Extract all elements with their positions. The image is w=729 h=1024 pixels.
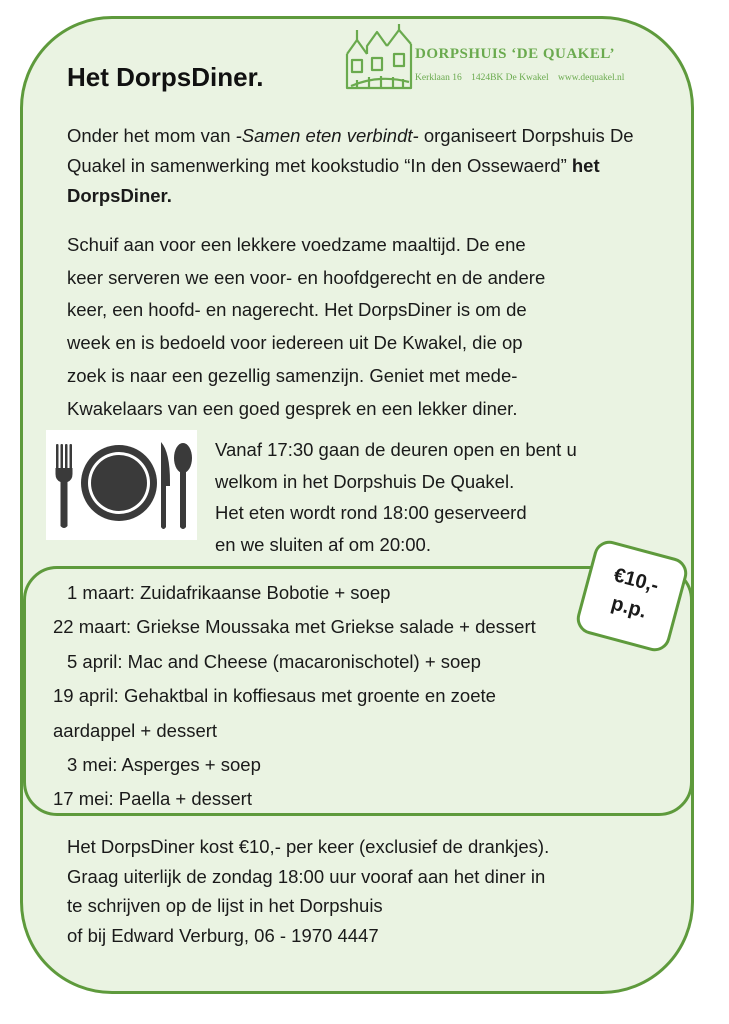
plate-cutlery-icon	[46, 430, 197, 540]
description-line: keer, een hoofd- en nagerecht. Het DorpsDiner is om de	[67, 299, 527, 321]
intro-bold: het DorpsDiner.	[67, 155, 600, 206]
logo-address	[415, 73, 631, 83]
footer-line: te schrijven op de lijst in het Dorpshuis	[67, 895, 383, 916]
price-unit: p.p.	[608, 592, 649, 623]
times-line: en we sluiten af om 20:00.	[215, 533, 431, 555]
description-line: zoek is naar een gezellig samenzijn. Geniet met mede-	[67, 364, 518, 386]
logo-postcode: 1424BK De Kwakel	[471, 73, 549, 83]
intro-text-start: Onder het mom van	[67, 125, 236, 146]
times-line: Vanaf 17:30 gaan de deuren open en bent u	[215, 439, 577, 460]
intro-text-middle: organiseert Dorpshuis De Quakel in samenwerking met kookstudio “In den Ossewaerd”	[67, 125, 634, 176]
description-line: keer serveren we een voor- en hoofdgerecht en de andere	[67, 266, 546, 288]
menu-item: 19 april: Gehaktbal in koffiesaus met groente en zoete	[53, 685, 496, 706]
logo-website[interactable]: www.dequakel.nl	[558, 73, 625, 83]
logo-name: DORPSHUIS ‘DE QUAKEL’	[415, 46, 615, 62]
menu-item: 5 april: Mac and Cheese (macaronischotel) + soep	[67, 651, 481, 672]
menu-item: 17 mei: Paella + dessert	[53, 788, 252, 809]
dorpshuis-logo	[343, 24, 663, 94]
menu-item: 3 mei: Asperges + soep	[67, 754, 261, 775]
times-line: welkom in het Dorpshuis De Quakel.	[215, 470, 515, 492]
page-title: Het DorpsDiner.	[67, 62, 264, 92]
logo-street: Kerklaan 16	[415, 73, 462, 83]
description-line: Schuif aan voor een lekkere voedzame maaltijd. De ene	[67, 234, 526, 255]
price-amount: €10,-	[611, 564, 662, 598]
footer-line: Graag uiterlijk de zondag 18:00 uur vooraf aan het diner in	[67, 865, 546, 887]
menu-item: 1 maart: Zuidafrikaanse Bobotie + soep	[67, 582, 391, 603]
building-logo-icon	[343, 24, 415, 90]
footer-line: Het DorpsDiner kost €10,- per keer (exclusief de drankjes).	[67, 836, 550, 857]
menu-item: 22 maart: Griekse Moussaka met Griekse salade + dessert	[53, 616, 536, 637]
slogan: -Samen eten verbindt-	[235, 125, 419, 146]
footer-info	[67, 832, 667, 950]
menu-item-continued: aardappel + dessert	[53, 720, 218, 741]
description-paragraph	[67, 229, 667, 425]
footer-line: of bij Edward Verburg, 06 - 1970 4447	[67, 924, 379, 946]
times-line: Het eten wordt rond 18:00 geserveerd	[215, 502, 527, 523]
intro-paragraph	[67, 121, 657, 211]
description-line: Kwakelaars van een goed gesprek en een lekker diner.	[67, 397, 518, 419]
description-line: week en is bedoeld voor iedereen uit De Kwakel, die op	[67, 332, 523, 354]
